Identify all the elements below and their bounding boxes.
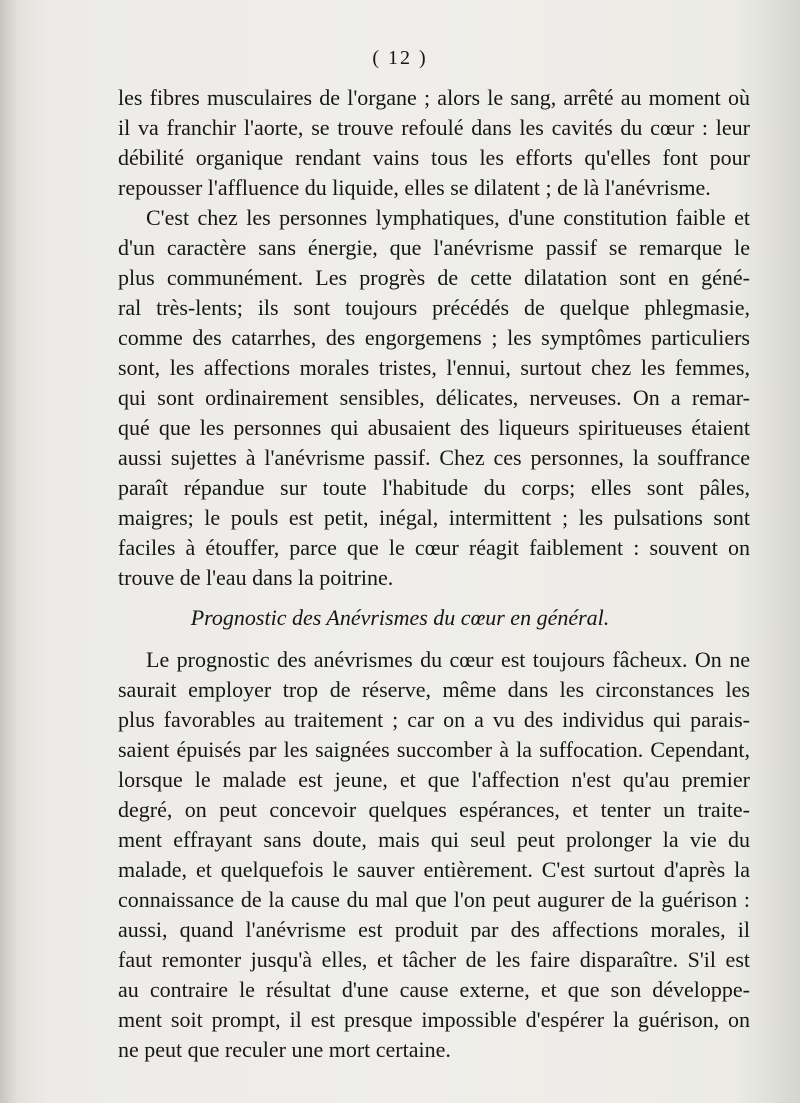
text-line: faut remonter jusqu'à elles, et tâcher de les faire disparaître. S'il est [118, 947, 750, 972]
text-line: comme des catarrhes, des engorgemens ; les symptômes particuliers [118, 325, 750, 350]
text-line: lorsque le malade est jeune, et que l'affection n'est qu'au premier [118, 767, 750, 792]
text-line: plus favorables au traitement ; car on a vu des individus qui parais- [118, 707, 750, 732]
text-line: d'un caractère sans énergie, que l'anévrisme passif se remarque le [118, 235, 750, 260]
text-line: débilité organique rendant vains tous les efforts qu'elles font pour [118, 145, 750, 170]
text-line: qué que les personnes qui abusaient des liqueurs spiritueuses étaient [118, 415, 750, 440]
text-line: ne peut que reculer une mort certaine. [118, 1037, 451, 1062]
text-line: Le prognostic des anévrismes du cœur est toujours fâcheux. On ne [146, 647, 750, 672]
text-line: maigres; le pouls est petit, inégal, intermittent ; les pulsations sont [118, 505, 750, 530]
text-line: faciles à étouffer, parce que le cœur réagit faiblement : souvent on [118, 535, 750, 560]
text-line: aussi, quand l'anévrisme est produit par des affections morales, il [118, 917, 750, 942]
text-line: saient épuisés par les saignées succomber à la suffocation. Cependant, [118, 737, 750, 762]
text-line: repousser l'affluence du liquide, elles se dilatent ; de là l'anévrisme. [118, 175, 711, 200]
text-line: saurait employer trop de réserve, même dans les circonstances les [118, 677, 750, 702]
page-gutter-shadow [0, 0, 18, 1103]
text-line: trouve de l'eau dans la poitrine. [118, 565, 394, 590]
text-line: paraît répandue sur toute l'habitude du corps; elles sont pâles, [118, 475, 750, 500]
text-line: plus communément. Les progrès de cette dilatation sont en géné- [118, 265, 750, 290]
text-line: il va franchir l'aorte, se trouve refoulé dans les cavités du cœur : leur [118, 115, 750, 140]
text-line: C'est chez les personnes lymphatiques, d'une constitution faible et [146, 205, 750, 230]
page-number: ( 12 ) [372, 47, 428, 69]
text-line: aussi sujettes à l'anévrisme passif. Chez ces personnes, la souffrance [118, 445, 750, 470]
text-line: ment effrayant sans doute, mais qui seul peut prolonger la vie du [118, 827, 750, 852]
text-line: malade, et quelquefois le sauver entièrement. C'est surtout d'après la [118, 857, 750, 882]
text-line: les fibres musculaires de l'organe ; alors le sang, arrêté au moment où [118, 85, 750, 110]
text-line: qui sont ordinairement sensibles, délicates, nerveuses. On a remar- [118, 385, 750, 410]
text-line: sont, les affections morales tristes, l'ennui, surtout chez les femmes, [118, 355, 750, 380]
text-line: au contraire le résultat d'une cause externe, et que son développe- [118, 977, 750, 1002]
text-line: degré, on peut concevoir quelques espérances, et tenter un traite- [118, 797, 750, 822]
section-heading: Prognostic des Anévrismes du cœur en général. [190, 605, 610, 630]
text-line: ment soit prompt, il est presque impossible d'espérer la guérison, on [118, 1007, 750, 1032]
text-line: connaissance de la cause du mal que l'on peut augurer de la guérison : [118, 887, 750, 912]
text-line: ral très-lents; ils sont toujours précédés de quelque phlegmasie, [118, 295, 750, 320]
